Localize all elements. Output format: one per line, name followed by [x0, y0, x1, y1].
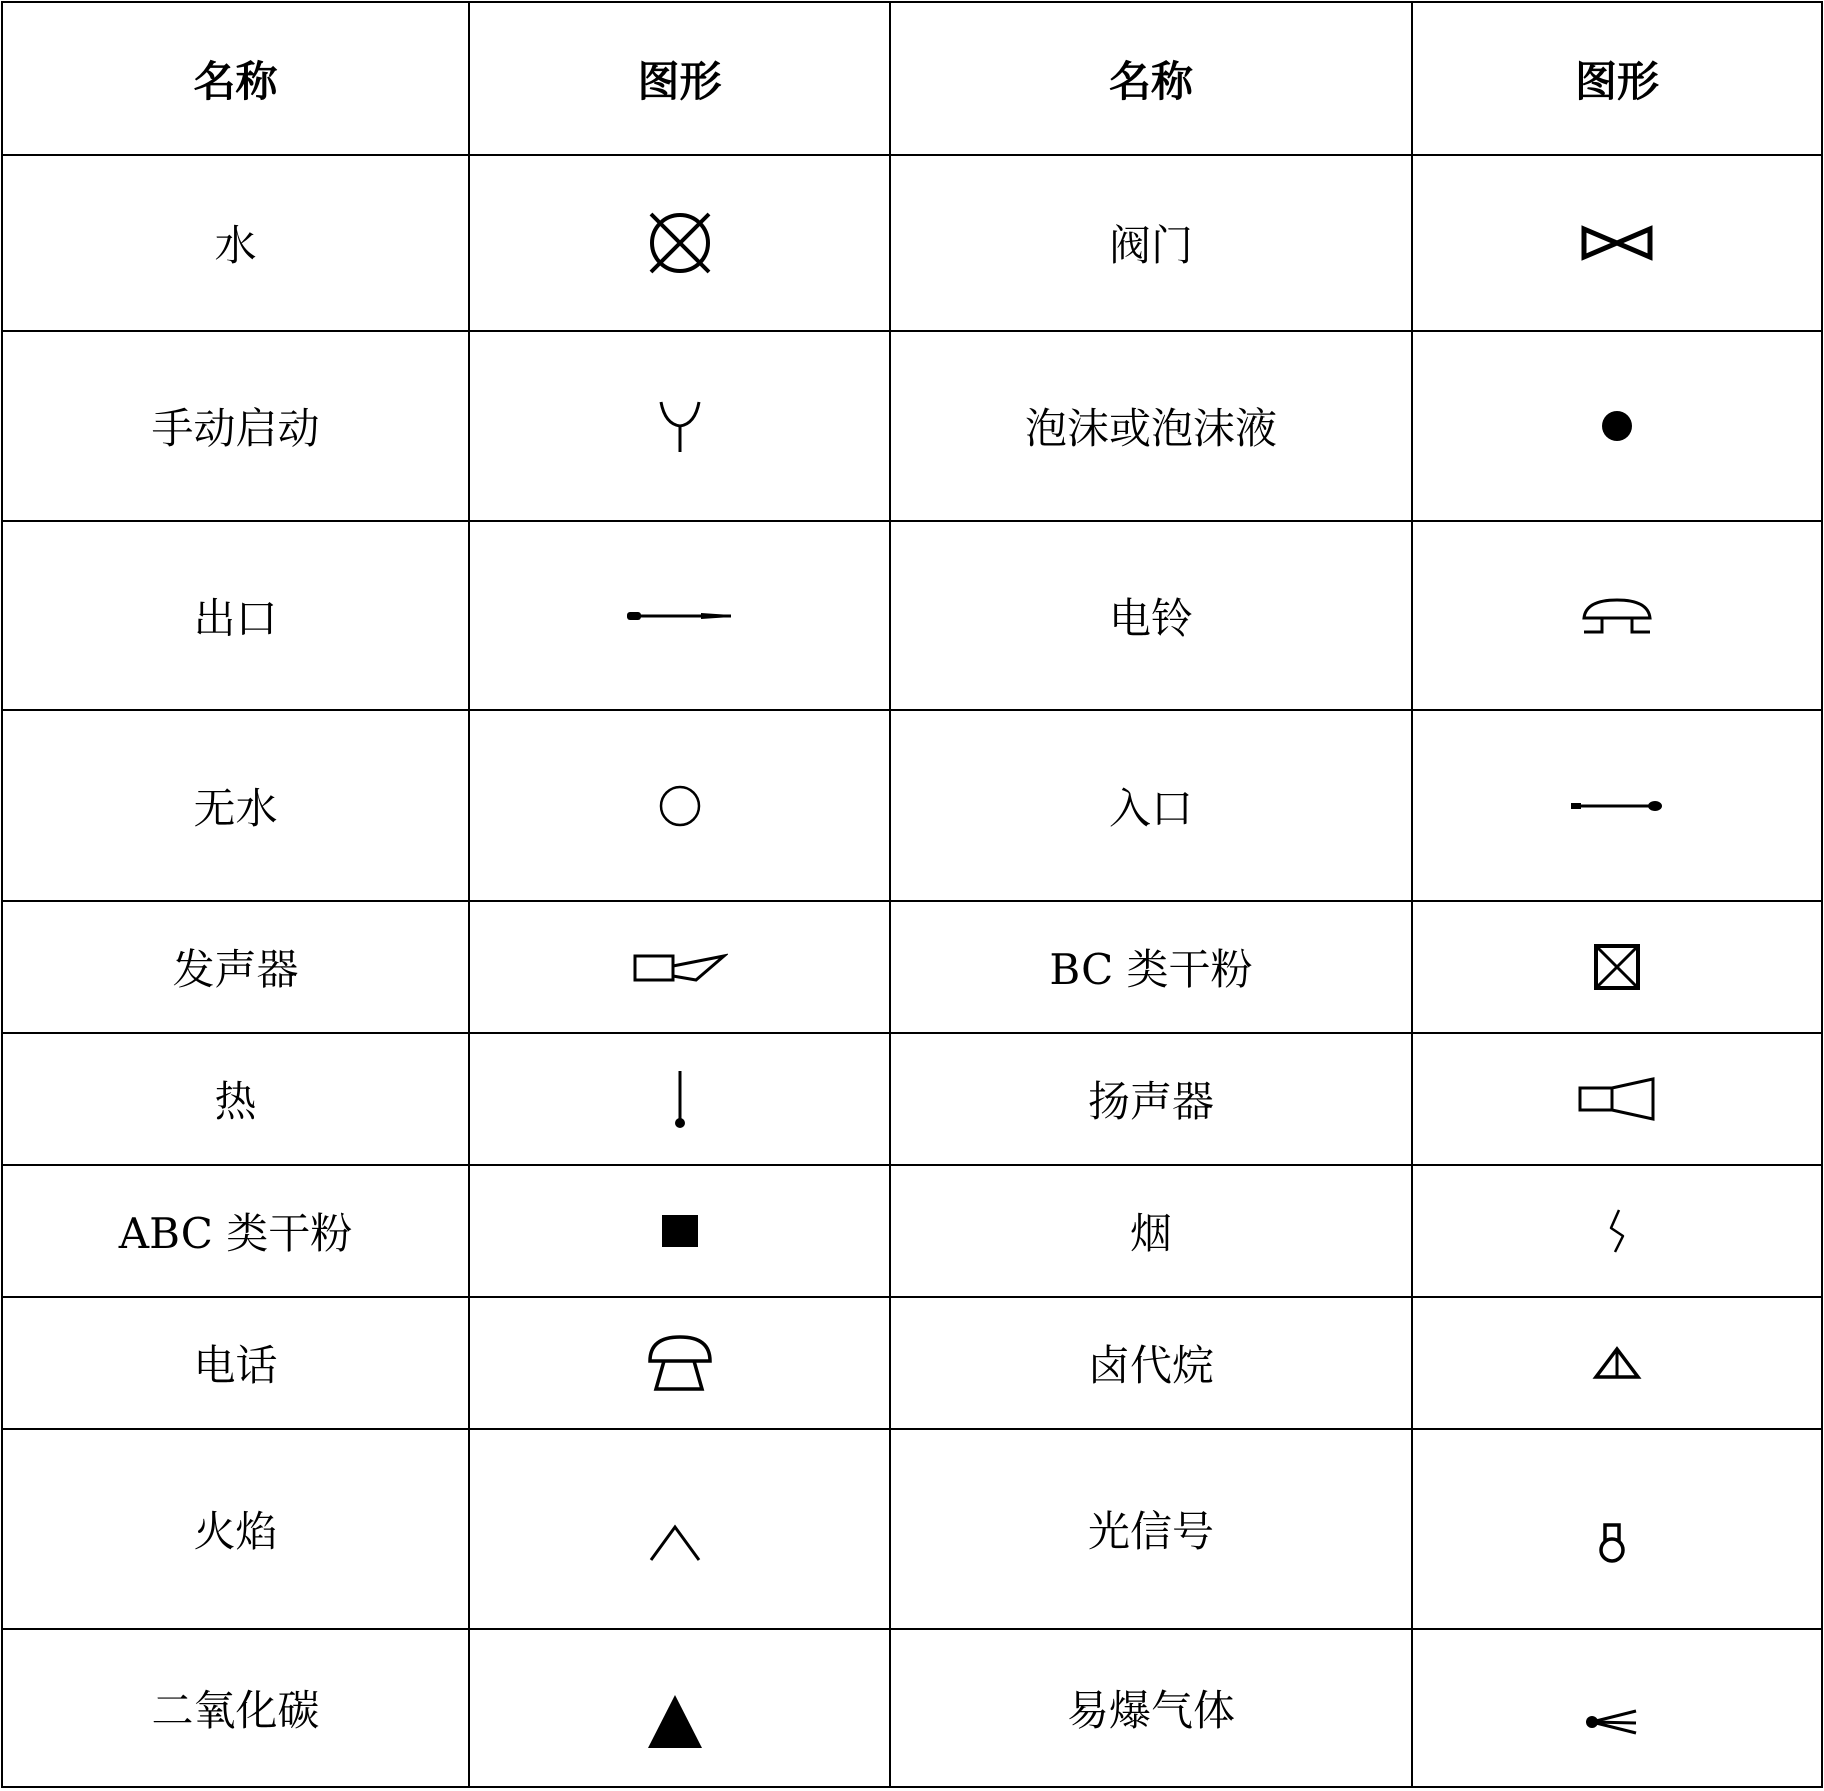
symbol-name: 阀门 — [890, 155, 1412, 331]
symbol-figure-cell — [469, 521, 890, 710]
symbol-figure-cell — [1412, 155, 1822, 331]
symbol-figure-cell — [1412, 1429, 1822, 1629]
symbol-name: BC 类干粉 — [890, 901, 1412, 1033]
symbol-name: 二氧化碳 — [2, 1629, 469, 1787]
filled-dot-icon — [1597, 406, 1637, 446]
table-row — [2, 710, 1822, 901]
symbol-figure-cell — [469, 1297, 890, 1429]
telephone-icon — [644, 1333, 716, 1393]
symbol-figure-cell — [469, 710, 890, 901]
symbol-name: 卤代烷 — [890, 1297, 1412, 1429]
bell-icon — [1580, 596, 1654, 636]
table-row — [2, 1297, 1822, 1429]
light-bulb-icon — [1597, 1521, 1627, 1565]
symbol-name: 无水 — [2, 710, 469, 901]
symbol-name: 火焰 — [2, 1429, 469, 1629]
symbol-figure-cell — [469, 1165, 890, 1297]
smoke-zigzag-icon — [1605, 1206, 1629, 1256]
symbol-figure-cell — [1412, 1165, 1822, 1297]
box-x-icon — [1592, 942, 1642, 992]
symbol-figure-cell — [469, 901, 890, 1033]
sounder-icon — [632, 950, 728, 984]
symbol-name: 电铃 — [890, 521, 1412, 710]
table-header-row — [2, 2, 1822, 155]
outlet-line-icon — [625, 606, 735, 626]
valve-bowtie-icon — [1580, 225, 1654, 261]
fire-symbols-table — [1, 1, 1823, 1788]
symbol-figure-cell — [1412, 1297, 1822, 1429]
symbol-name: 易爆气体 — [890, 1629, 1412, 1787]
explosive-gas-icon — [1584, 1707, 1640, 1737]
header-name-col-1: 名称 — [2, 2, 469, 155]
symbol-figure-cell — [469, 1033, 890, 1165]
header-name-col-2: 名称 — [890, 2, 1412, 155]
symbol-figure-cell — [1412, 521, 1822, 710]
symbol-figure-cell — [1412, 331, 1822, 521]
table-row — [2, 901, 1822, 1033]
symbol-name: 手动启动 — [2, 331, 469, 521]
table-row — [2, 155, 1822, 331]
symbol-name: 电话 — [2, 1297, 469, 1429]
symbol-figure-cell — [469, 1429, 890, 1629]
symbol-name: 泡沫或泡沫液 — [890, 331, 1412, 521]
symbol-name: 入口 — [890, 710, 1412, 901]
open-circle-icon — [657, 783, 703, 829]
symbol-figure-cell — [1412, 710, 1822, 901]
symbol-name: 水 — [2, 155, 469, 331]
symbol-name: 发声器 — [2, 901, 469, 1033]
symbol-figure-cell — [469, 155, 890, 331]
symbol-figure-cell — [469, 1629, 890, 1787]
table-row — [2, 331, 1822, 521]
flame-caret-icon — [648, 1523, 702, 1563]
symbol-figure-cell — [1412, 1629, 1822, 1787]
triangle-split-icon — [1592, 1345, 1642, 1381]
header-figure-col-1: 图形 — [469, 2, 890, 155]
filled-triangle-icon — [645, 1693, 705, 1751]
fork-y-icon — [655, 396, 705, 456]
symbol-name: 烟 — [890, 1165, 1412, 1297]
circle-x-icon — [645, 208, 715, 278]
inlet-line-icon — [1569, 796, 1665, 816]
symbol-name: 光信号 — [890, 1429, 1412, 1629]
symbol-figure-cell — [1412, 1033, 1822, 1165]
symbol-name: 热 — [2, 1033, 469, 1165]
symbol-name: ABC 类干粉 — [2, 1165, 469, 1297]
header-figure-col-2: 图形 — [1412, 2, 1822, 155]
symbol-figure-cell — [469, 331, 890, 521]
filled-square-icon — [660, 1213, 700, 1249]
table-row — [2, 521, 1822, 710]
table-row — [2, 1165, 1822, 1297]
table-row — [2, 1033, 1822, 1165]
table-row — [2, 1429, 1822, 1629]
loudspeaker-icon — [1577, 1076, 1657, 1122]
symbol-name: 扬声器 — [890, 1033, 1412, 1165]
symbol-figure-cell — [1412, 901, 1822, 1033]
table-row — [2, 1629, 1822, 1787]
symbol-name: 出口 — [2, 521, 469, 710]
thermometer-icon — [670, 1067, 690, 1131]
